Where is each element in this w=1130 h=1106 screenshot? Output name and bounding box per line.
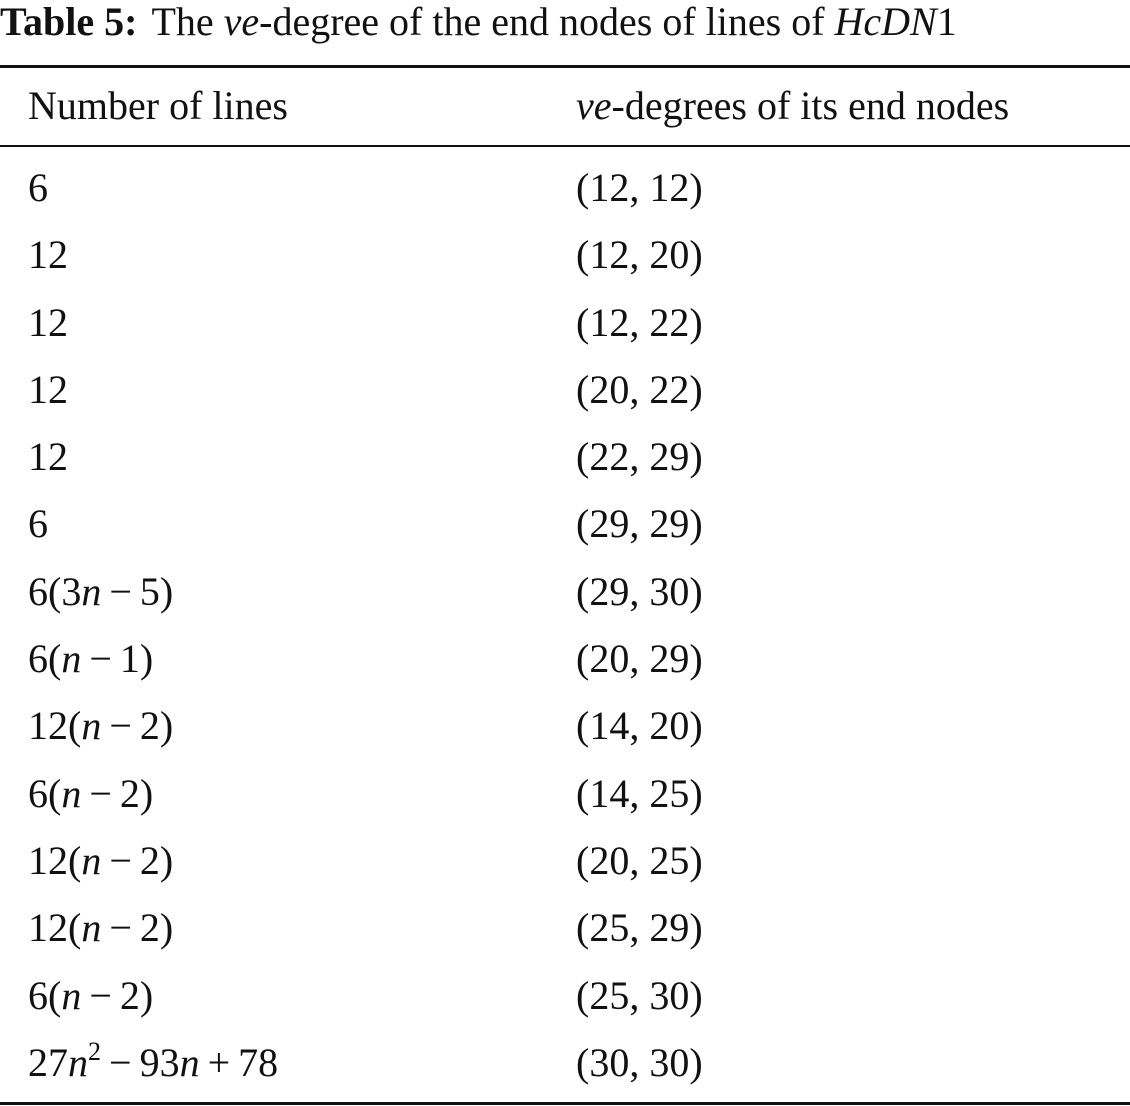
table-row: [0, 498, 1130, 565]
number-of-lines-cell: $27n^2 - 93n + 78$: [28, 1036, 279, 1085]
ve-degrees-cell: (20, 25): [576, 837, 703, 883]
ve-degrees-cell: (25, 30): [576, 972, 703, 1018]
number-of-lines-cell: 12: [28, 434, 68, 480]
table-row: [0, 364, 1130, 431]
number-of-lines-cell: 6(n − 2): [28, 972, 154, 1018]
table-caption: [0, 2, 1130, 42]
number-of-lines-cell: 6: [28, 165, 48, 210]
table-caption-text: The ve-degree of the end nodes of lines of HcDN1: [151, 0, 957, 44]
table-caption-label: Table 5:: [0, 0, 138, 44]
number-of-lines-cell: 12: [28, 366, 68, 412]
number-of-lines-cell: 6(3n − 5): [28, 568, 174, 614]
table-row: [0, 970, 1130, 1037]
table-bottom-rule: [0, 1102, 1130, 1105]
ve-degrees-cell: (20, 22): [576, 366, 703, 412]
ve-degrees-cell: (22, 29): [576, 434, 703, 480]
table-row: [0, 162, 1130, 229]
number-of-lines-cell: 12(n − 2): [28, 905, 174, 951]
table-row: [0, 297, 1130, 364]
number-of-lines-cell: 12: [28, 232, 68, 278]
ve-degrees-cell: (12, 22): [576, 299, 703, 345]
ve-degrees-cell: (25, 29): [576, 905, 703, 951]
number-of-lines-cell: 12(n − 2): [28, 837, 174, 883]
column-header-number-of-lines: Number of lines: [28, 83, 288, 128]
table-row: [0, 835, 1130, 902]
number-of-lines-cell: 6(n − 1): [28, 636, 154, 682]
column-header-ve-degrees: ve-degrees of its end nodes: [576, 83, 1010, 128]
table-top-rule: [0, 65, 1130, 68]
ve-degrees-cell: (12, 12): [576, 165, 703, 210]
table-row: [0, 229, 1130, 296]
table-row: [0, 566, 1130, 633]
number-of-lines-cell: 6: [28, 501, 48, 547]
number-of-lines-cell: 6(n − 2): [28, 770, 154, 816]
table-body: [0, 162, 1130, 1104]
ve-degrees-cell: (14, 25): [576, 770, 703, 816]
table-row: [0, 700, 1130, 767]
ve-degrees-cell: (29, 29): [576, 501, 703, 547]
number-of-lines-cell: 12: [28, 299, 68, 345]
number-of-lines-cell: 12(n − 2): [28, 703, 174, 749]
table-row: [0, 1037, 1130, 1104]
table-header-rule: [0, 145, 1130, 147]
ve-degrees-cell: (29, 30): [576, 568, 703, 614]
table-row: [0, 902, 1130, 969]
ve-degrees-cell: (30, 30): [576, 1039, 703, 1085]
table-row: [0, 768, 1130, 835]
ve-degrees-cell: (20, 29): [576, 636, 703, 682]
table-row: [0, 633, 1130, 700]
table-row: [0, 431, 1130, 498]
ve-degrees-cell: (12, 20): [576, 232, 703, 278]
ve-degrees-cell: (14, 20): [576, 703, 703, 749]
